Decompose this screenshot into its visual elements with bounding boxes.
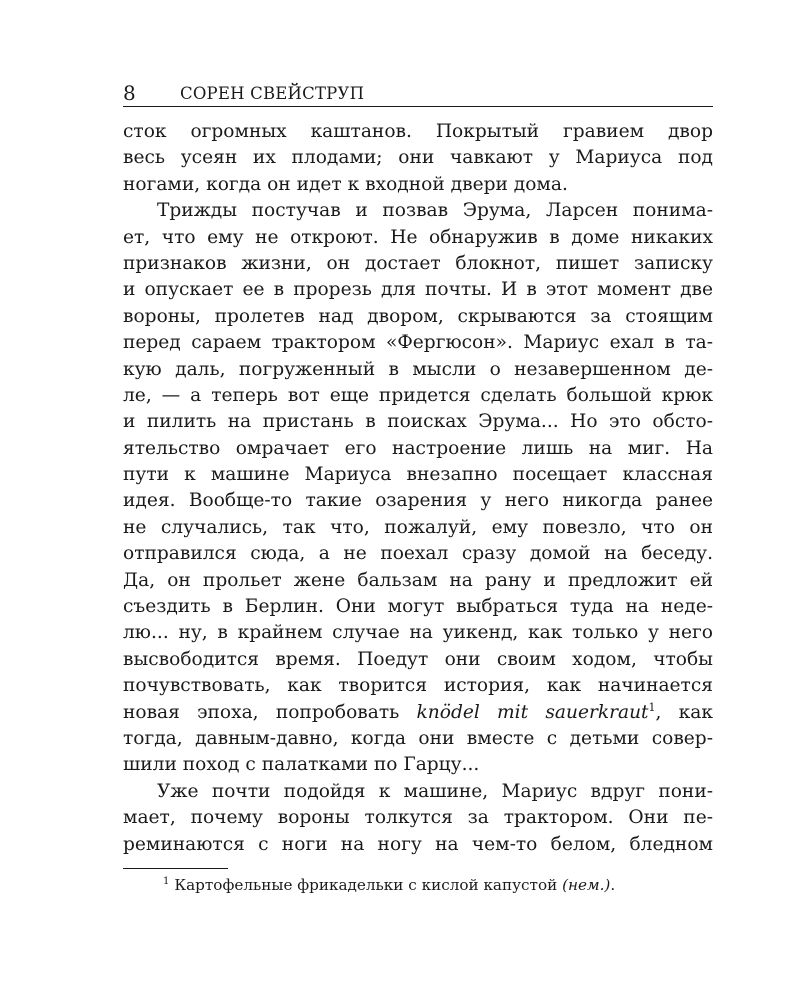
footnote-language-note: (нем.) [562, 876, 611, 894]
paragraph-first-line: Трижды постучав и позвав Эрума, Ларсен понима- [157, 200, 713, 222]
running-title: СОРЕН СВЕЙСТРУП [180, 84, 365, 103]
text-line: лю... ну, в крайнем случае на уикенд, как только у него [123, 622, 713, 644]
text-line-with-footnote [123, 700, 713, 726]
text-line: сток огромных каштанов. Покрытый гравием двор [123, 121, 713, 142]
text-line: вороны, пролетев над двором, скрываются за стоящим [123, 305, 713, 327]
running-head [123, 82, 713, 107]
text-line: пути к машине Мариуса внезапно посещает классная [123, 464, 713, 486]
body-text [123, 119, 713, 858]
footnote [163, 875, 713, 895]
line-text: новая эпоха, попробовать [123, 701, 417, 723]
text-line: ле, — а теперь вот еще придется сделать большой крюк [123, 384, 713, 406]
foreign-phrase: knödel mit sauerkraut [416, 701, 649, 723]
footnote-number: 1 [163, 875, 170, 887]
text-line: ногами, когда он идет к входной двери дома. [123, 173, 568, 195]
text-line: ет, что ему не откроют. Не обнаружив в доме никаких [123, 226, 713, 248]
footnote-text: Картофельные фрикадельки с кислой капустой [174, 876, 563, 894]
text-line: признаков жизни, он достает блокнот, пишет записку [123, 252, 713, 274]
text-line: Да, он прольет жене бальзам на рану и предложит ей [123, 569, 713, 591]
line-text: , как [655, 701, 714, 723]
footnote-marker[interactable]: 1 [648, 700, 656, 714]
text-line: реминаются с ноги на ногу на чем-то белом, бледном [123, 833, 713, 855]
text-line: весь усеян их плодами; они чавкают у Мариуса под [123, 147, 713, 169]
text-line: не случались, так что, пожалуй, ему повезло, что он [123, 516, 713, 538]
text-line: съездить в Берлин. Они могут выбраться туда на неде- [123, 596, 713, 618]
page-number: 8 [123, 81, 136, 105]
text-line: ятельство омрачает его настроение лишь на миг. На [123, 437, 713, 459]
text-line: шили поход с палатками по Гарцу... [123, 754, 480, 776]
text-line: перед сараем трактором «Фергюсон». Мариус ехал в та- [123, 332, 713, 354]
footnote-end: . [610, 876, 616, 894]
text-line: высвободится время. Поедут они своим ходом, чтобы [123, 648, 713, 670]
text-line: и пилить на пристань в поисках Эрума... Но это обсто- [123, 411, 713, 433]
paragraph-first-line: Уже почти подойдя к машине, Мариус вдруг пони- [157, 780, 713, 802]
book-page [123, 0, 713, 1000]
footnote-divider [123, 868, 228, 869]
text-line: и опускает ее в прорезь для почты. И в этот момент две [123, 279, 713, 301]
text-line: кую даль, погруженный в мысли о незавершенном де- [123, 358, 713, 380]
text-line: идея. Вообще-то такие озарения у него никогда ранее [123, 490, 713, 512]
text-line: почувствовать, как творится история, как начинается [123, 675, 713, 697]
text-line: тогда, давным-давно, когда они вместе с детьми совер- [123, 727, 713, 749]
text-line: мает, почему вороны толкутся за трактором. Они пе- [123, 807, 713, 829]
text-line: отправился сюда, а не поехал сразу домой на беседу. [123, 543, 713, 565]
